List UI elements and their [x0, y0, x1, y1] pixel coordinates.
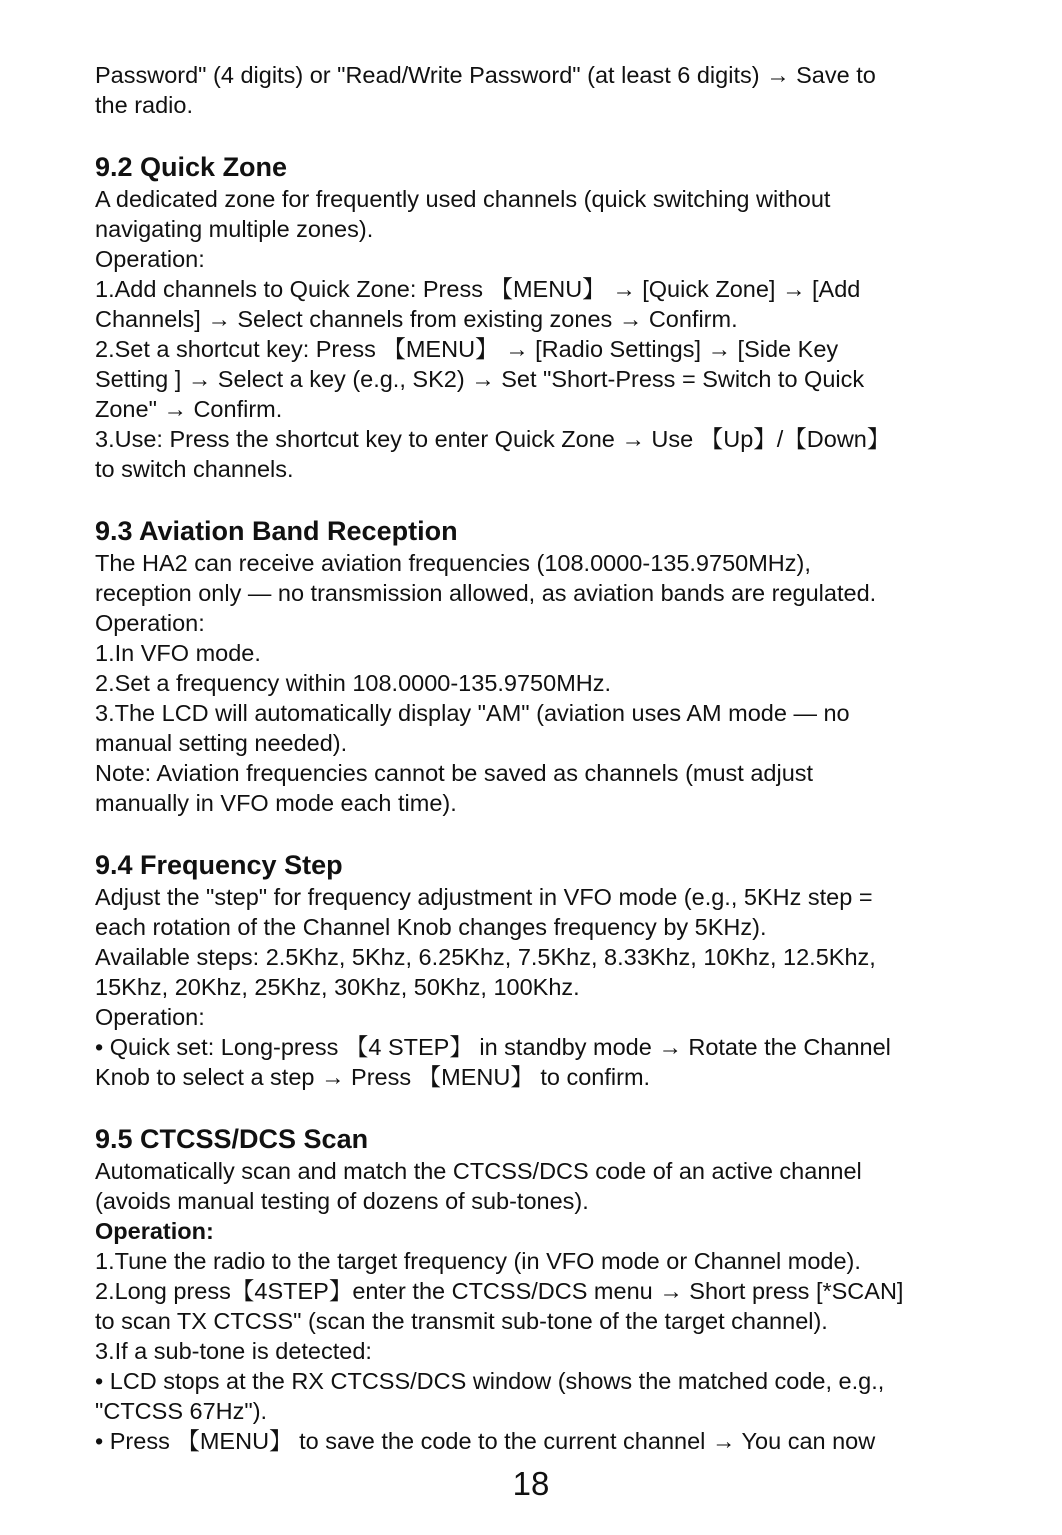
text-line: • Press 【MENU】 to save the code to the current channel → You can now	[95, 1428, 876, 1454]
text-line: Channels] → Select channels from existing zones → Confirm.	[95, 306, 738, 332]
text-line: manually in VFO mode each time).	[95, 790, 457, 816]
section-frequency-step	[95, 848, 995, 1092]
section-ctcss-dcs-scan	[95, 1122, 995, 1456]
text-line: Zone" → Confirm.	[95, 396, 283, 422]
text-line: 2.Set a frequency within 108.0000-135.9750MHz.	[95, 670, 612, 696]
text-line: Operation:	[95, 610, 205, 636]
text-line: 1.Add channels to Quick Zone: Press 【MENU】 → [Quick Zone] → [Add	[95, 276, 861, 302]
text-line: Operation:	[95, 246, 205, 272]
section-heading: 9.3 Aviation Band Reception	[95, 516, 458, 546]
text-line: navigating multiple zones).	[95, 216, 374, 242]
text-line: Operation:	[95, 1004, 205, 1030]
section-heading: 9.4 Frequency Step	[95, 850, 343, 880]
text-line: each rotation of the Channel Knob changes frequency by 5KHz).	[95, 914, 767, 940]
text-line: 3.Use: Press the shortcut key to enter Quick Zone → Use 【Up】/【Down】	[95, 426, 891, 452]
text-line: 2.Set a shortcut key: Press 【MENU】 → [Radio Settings] → [Side Key	[95, 336, 839, 362]
text-line: Knob to select a step → Press 【MENU】 to confirm.	[95, 1064, 651, 1090]
text-line: to switch channels.	[95, 456, 294, 482]
text-line: • Quick set: Long-press 【4 STEP】 in standby mode → Rotate the Channel	[95, 1034, 891, 1060]
text-line: A dedicated zone for frequently used channels (quick switching without	[95, 186, 831, 212]
intro-paragraph	[95, 60, 995, 120]
text-line: 2.Long press【4STEP】enter the CTCSS/DCS menu → Short press [*SCAN]	[95, 1278, 904, 1304]
text-line: 1.In VFO mode.	[95, 640, 261, 666]
section-heading: 9.5 CTCSS/DCS Scan	[95, 1124, 369, 1154]
text-line: 15Khz, 20Khz, 25Khz, 30Khz, 50Khz, 100Khz.	[95, 974, 580, 1000]
section-quick-zone	[95, 150, 995, 484]
text-line: 3.The LCD will automatically display "AM" (aviation uses AM mode — no	[95, 700, 850, 726]
text-line: Operation:	[95, 1218, 214, 1244]
sections	[95, 150, 995, 1456]
text-line: The HA2 can receive aviation frequencies (108.0000-135.9750MHz),	[95, 550, 811, 576]
text-line: Password" (4 digits) or "Read/Write Password" (at least 6 digits) → Save to	[95, 62, 876, 88]
page-number: 18	[512, 1465, 550, 1502]
text-line: (avoids manual testing of dozens of sub-tones).	[95, 1188, 589, 1214]
text-line: Setting ] → Select a key (e.g., SK2) → Set "Short-Press = Switch to Quick	[95, 366, 865, 392]
text-line: Automatically scan and match the CTCSS/DCS code of an active channel	[95, 1158, 862, 1184]
section-aviation-band	[95, 514, 995, 818]
manual-page-content	[95, 60, 995, 1456]
text-line: to scan TX CTCSS" (scan the transmit sub-tone of the target channel).	[95, 1308, 828, 1334]
text-line: the radio.	[95, 92, 193, 118]
text-line: Note: Aviation frequencies cannot be saved as channels (must adjust	[95, 760, 814, 786]
section-heading: 9.2 Quick Zone	[95, 152, 288, 182]
text-line: manual setting needed).	[95, 730, 348, 756]
text-line: Available steps: 2.5Khz, 5Khz, 6.25Khz, 7.5Khz, 8.33Khz, 10Khz, 12.5Khz,	[95, 944, 876, 970]
text-line: • LCD stops at the RX CTCSS/DCS window (shows the matched code, e.g.,	[95, 1368, 885, 1394]
text-line: Adjust the "step" for frequency adjustment in VFO mode (e.g., 5KHz step =	[95, 884, 873, 910]
text-line: 1.Tune the radio to the target frequency (in VFO mode or Channel mode).	[95, 1248, 861, 1274]
text-line: "CTCSS 67Hz").	[95, 1398, 268, 1424]
text-line: reception only — no transmission allowed, as aviation bands are regulated.	[95, 580, 877, 606]
text-line: 3.If a sub-tone is detected:	[95, 1338, 372, 1364]
